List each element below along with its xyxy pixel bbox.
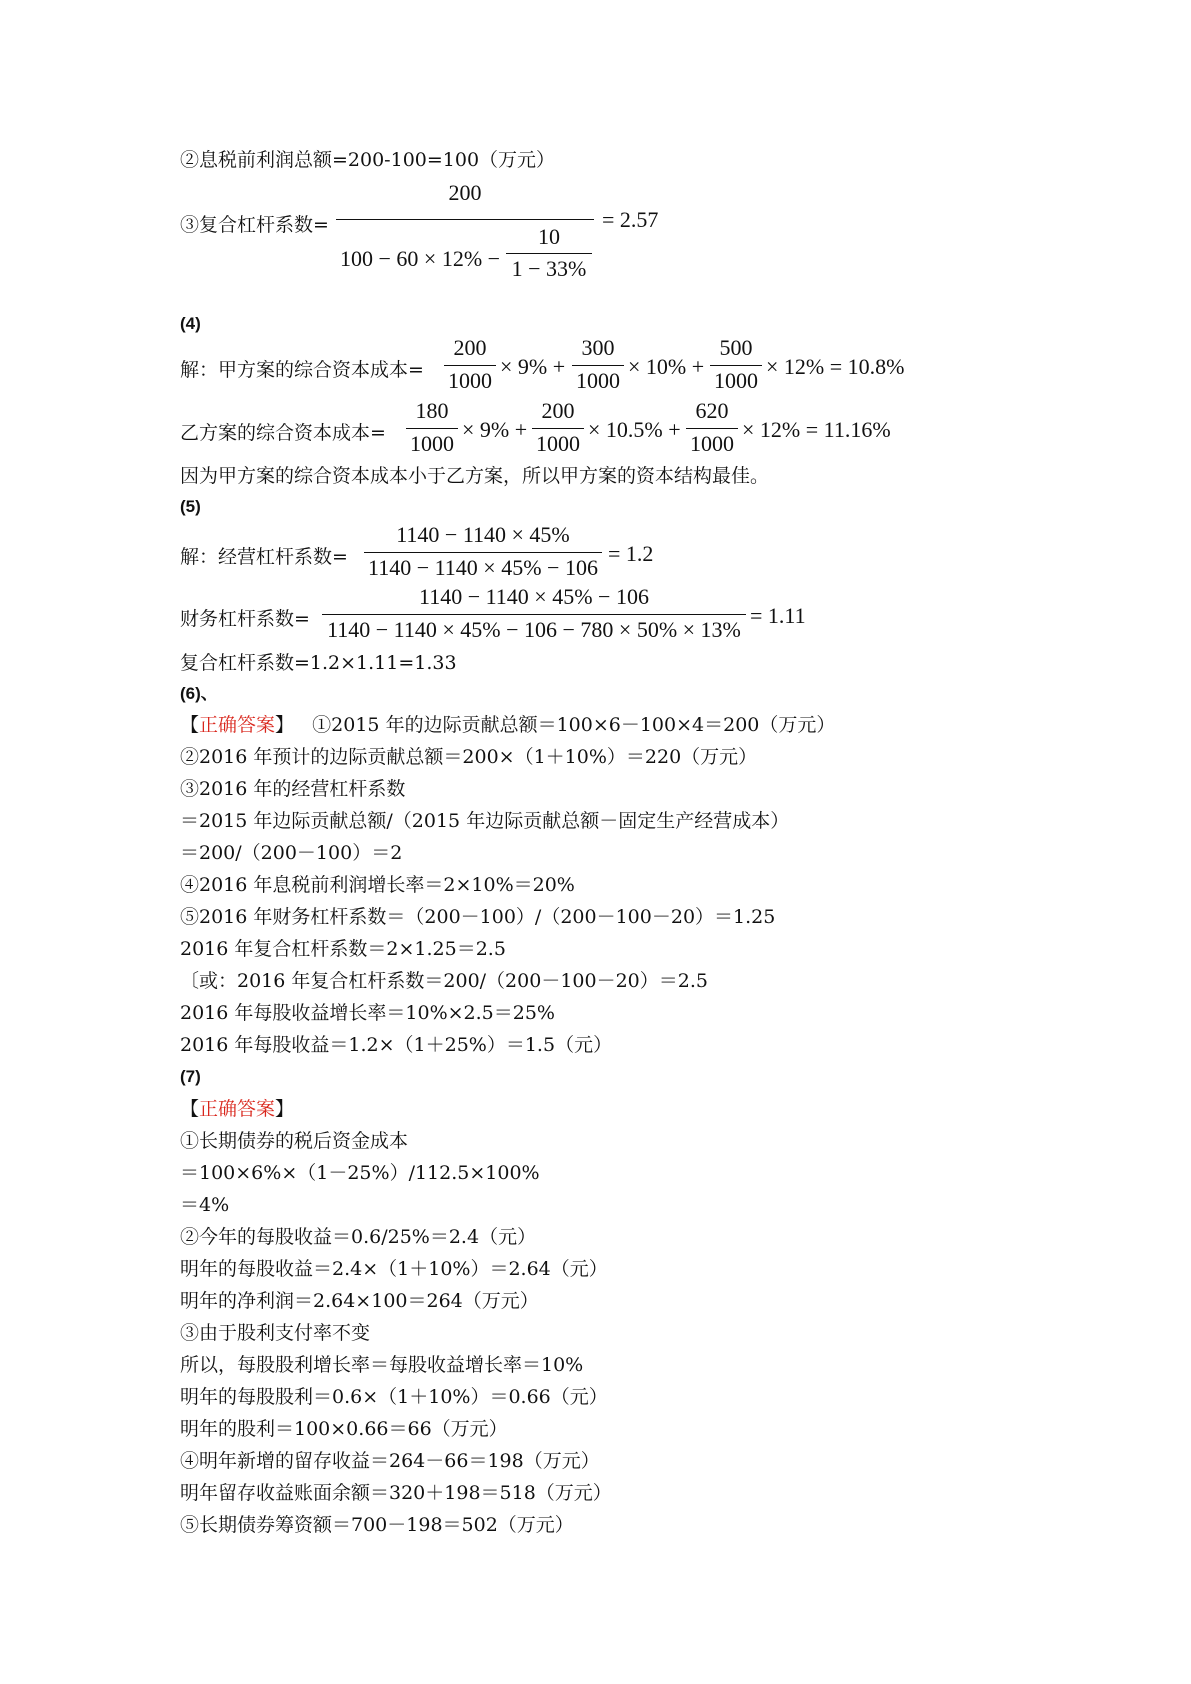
fraction-bar	[710, 365, 762, 366]
term: × 10.5% +	[588, 417, 681, 442]
answer-line-7-8: 所以，每股股利增长率＝每股收益增长率＝10%	[180, 1354, 584, 1376]
formula-label: ③复合杠杆系数=	[180, 214, 329, 236]
inner-bar	[506, 253, 592, 254]
answer-line-6-10: 2016 年每股收益增长率＝10%×2.5＝25%	[180, 1002, 555, 1024]
denominator: 1140 − 1140 × 45% − 106	[368, 555, 598, 580]
numerator: 300	[581, 335, 615, 360]
answer-line-6-1	[180, 713, 835, 737]
answer-line-6-8: 2016 年复合杠杆系数＝2×1.25＝2.5	[180, 938, 506, 960]
result: = 1.11	[750, 603, 806, 628]
plan-a-fraction-2	[572, 335, 624, 397]
answer-tag-text: 正确答案	[199, 1098, 276, 1120]
answer-text: ①2015 年的边际贡献总额＝100×6－100×4＝200（万元）	[312, 714, 836, 736]
answer-line-6-2: ②2016 年预计的边际贡献总额＝200×（1＋10%）＝220（万元）	[180, 746, 758, 768]
answer-line-7-11: ④明年新增的留存收益＝264－66＝198（万元）	[180, 1450, 600, 1472]
answer-line-6-3: ③2016 年的经营杠杆系数	[180, 778, 406, 800]
fraction-bar	[686, 428, 738, 429]
inner-denominator: 1 − 33%	[511, 256, 587, 281]
financial-leverage-fraction	[322, 584, 746, 646]
result: = 1.2	[608, 541, 654, 566]
answer-line-7-10: 明年的股利＝100×0.66＝66（万元）	[180, 1418, 508, 1440]
denominator: 1000	[714, 368, 758, 393]
plan-b-fraction-2	[532, 398, 584, 460]
answer-line-7-1: ①长期债券的税后资金成本	[180, 1130, 409, 1152]
section-heading-4: (4)	[180, 314, 201, 333]
numerator: 1140 − 1140 × 45% − 106	[419, 584, 649, 609]
answer-line-6-6: ④2016 年息税前利润增长率＝2×10%＝20%	[180, 874, 575, 896]
fraction-denominator-part: 100 − 60 × 12% −	[340, 246, 501, 271]
term: × 9% +	[500, 354, 566, 379]
fraction-bar	[406, 428, 458, 429]
term: × 12% = 10.8%	[766, 354, 905, 379]
inner-numerator: 10	[538, 224, 560, 249]
answer-line-6-4: ＝2015 年边际贡献总额/（2015 年边际贡献总额－固定生产经营成本）	[180, 810, 790, 832]
answer-tag: 【正确答案】	[180, 714, 295, 736]
operating-leverage-label: 解：经营杠杆系数=	[180, 546, 348, 568]
denominator: 1000	[536, 431, 580, 456]
fraction-bar	[444, 365, 496, 366]
denominator: 1140 − 1140 × 45% − 106 − 780 × 50% × 13%	[327, 617, 741, 642]
denominator: 1000	[690, 431, 734, 456]
answer-line-6-5: ＝200/（200－100）＝2	[180, 842, 403, 864]
section-heading-5: (5)	[180, 497, 201, 516]
answer-line-6-7: ⑤2016 年财务杠杆系数＝（200－100）/（200－100－20）＝1.25	[180, 906, 776, 928]
fraction-bar	[336, 219, 594, 220]
answer-line-6-9: 〔或：2016 年复合杠杆系数＝200/（200－100－20）＝2.5	[180, 970, 708, 992]
answer-line-7-4: ②今年的每股收益＝0.6/25%＝2.4（元）	[180, 1226, 537, 1248]
ebit-total-line: ②息税前利润总额=200-100=100（万元）	[180, 149, 556, 171]
section-heading-7: (7)	[180, 1067, 201, 1086]
formula-result: = 2.57	[602, 207, 659, 232]
fraction-bar	[532, 428, 584, 429]
plan-conclusion: 因为甲方案的综合资本成本小于乙方案，所以甲方案的资本结构最佳。	[180, 465, 770, 487]
numerator: 620	[695, 398, 729, 423]
answer-line-7-7: ③由于股利支付率不变	[180, 1322, 371, 1344]
answer-line-7-3: ＝4%	[180, 1194, 230, 1216]
plan-b-fraction-3	[686, 398, 738, 460]
fraction-bar	[572, 365, 624, 366]
answer-tag-7: 【正确答案】	[180, 1098, 295, 1120]
inner-fraction	[506, 224, 592, 284]
numerator: 500	[719, 335, 753, 360]
answer-tag-text: 正确答案	[199, 714, 276, 736]
fraction-numerator: 200	[448, 180, 482, 205]
answer-line-7-5: 明年的每股收益＝2.4×（1＋10%）＝2.64（元）	[180, 1258, 608, 1280]
plan-a-label: 解：甲方案的综合资本成本=	[180, 359, 424, 381]
answer-line-7-6: 明年的净利润＝2.64×100＝264（万元）	[180, 1290, 539, 1312]
combined-leverage-line: 复合杠杆系数=1.2×1.11=1.33	[180, 652, 457, 674]
numerator: 180	[415, 398, 449, 423]
fraction-bar	[322, 614, 746, 615]
denominator: 1000	[410, 431, 454, 456]
plan-a-fraction-1	[444, 335, 496, 397]
numerator: 200	[541, 398, 575, 423]
term: × 10% +	[628, 354, 705, 379]
answer-line-7-9: 明年的每股股利＝0.6×（1＋10%）＝0.66（元）	[180, 1386, 608, 1408]
fraction-bar	[364, 552, 602, 553]
plan-b-fraction-1	[406, 398, 458, 460]
answer-line-7-2: ＝100×6%×（1－25%）/112.5×100%	[180, 1162, 540, 1184]
answer-line-7-12: 明年留存收益账面余额＝320＋198＝518（万元）	[180, 1482, 612, 1504]
term: × 12% = 11.16%	[742, 417, 891, 442]
section-heading-6: (6)、	[180, 684, 218, 703]
term: × 9% +	[462, 417, 528, 442]
operating-leverage-fraction	[364, 522, 602, 584]
plan-b-label: 乙方案的综合资本成本=	[180, 422, 386, 444]
numerator: 200	[453, 335, 487, 360]
plan-a-fraction-3	[710, 335, 762, 397]
denominator: 1000	[576, 368, 620, 393]
answer-line-6-11: 2016 年每股收益＝1.2×（1＋25%）＝1.5（元）	[180, 1034, 613, 1056]
numerator: 1140 − 1140 × 45%	[396, 522, 570, 547]
denominator: 1000	[448, 368, 492, 393]
financial-leverage-label: 财务杠杆系数=	[180, 608, 310, 630]
answer-line-7-13: ⑤长期债券筹资额＝700－198＝502（万元）	[180, 1514, 574, 1536]
